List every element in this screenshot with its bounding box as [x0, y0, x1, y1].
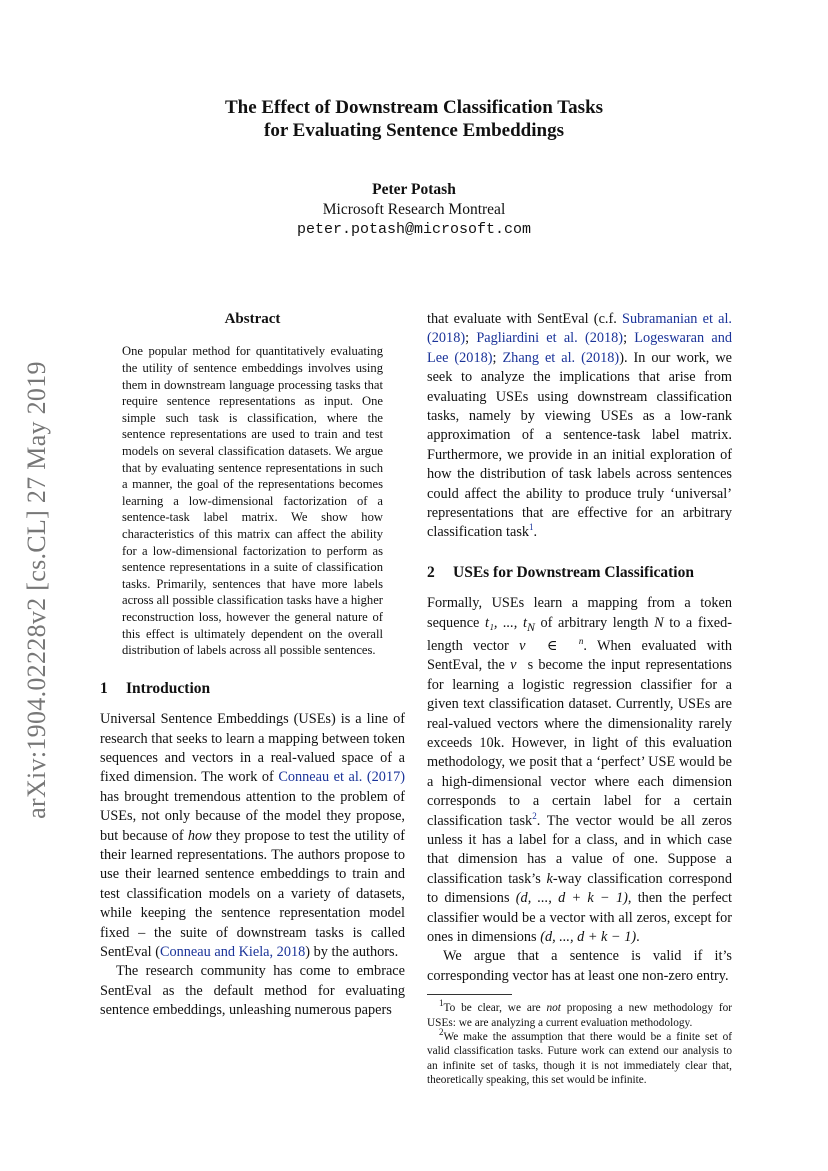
author-email[interactable]: peter.potash@microsoft.com	[296, 221, 532, 238]
text-run: Universal Sentence Embeddings (USEs) is a line of research that seeks to learn a mapping between token sequences and vectors in a real-valued space of a fixed dimension. The work of	[100, 711, 405, 786]
citation-link[interactable]: Logeswaran and Lee (2018)	[427, 330, 732, 366]
footnote-2	[427, 1027, 732, 1088]
arxiv-sidebar-stamp	[12, 355, 62, 825]
text-run: that evaluate with SentEval (c.f.	[427, 311, 622, 327]
text-run: -way classification correspond to dimensions	[427, 870, 732, 907]
author-block	[0, 180, 828, 240]
section2-paragraph-2: We argue that a sentence is valid if it’s corresponding vector has at least one non-zero entry.	[427, 948, 732, 984]
emphasis: not	[546, 1002, 561, 1015]
right-column	[427, 310, 732, 1088]
text-run: ;	[623, 330, 635, 347]
math-subscript: N	[526, 619, 535, 634]
footnote-number: 2	[439, 1027, 444, 1038]
text-run: Formally, USEs learn a mapping from a token sequence	[427, 595, 732, 631]
arxiv-identifier: arXiv:1904.02228v2 [cs.CL] 27 May 2019	[22, 361, 51, 819]
paper-title	[0, 96, 828, 142]
text-run: ). In our work, we seek to analyze the implications that arise from evaluating USEs using downstream classification tasks, namely by viewing USEs as a low-rank approximation of a sentence-task label matrix. Furthermore, we provide in an initial exploration of how the distribution of task labels across sentences could affect the ability to produce truly ‘universal’ representations that are effective for an arbitrary classification task	[427, 349, 732, 541]
text-run: .	[533, 524, 538, 541]
section-title: USEs for Downstream Classification	[453, 563, 694, 581]
text-run: We make the assumption that there would be a finite set of valid classification tasks. Future work can extend our analysis to an infinite set of tasks, though it is not immediately clear that, theoretically speaking, this set would be infinite.	[427, 1031, 732, 1087]
math-vector-space: v⃗ ∈ ℝ	[519, 637, 579, 654]
text-run: has brought tremendous attention to the problem of USEs, not only because of the model they propose, but because of	[100, 788, 405, 844]
text-run: .	[636, 929, 640, 946]
section-number: 2	[427, 563, 435, 581]
math-inline: N	[654, 614, 664, 631]
citation-link[interactable]: Zhang et al. (2018)	[502, 349, 620, 366]
text-run: ) by the authors.	[305, 943, 399, 960]
section-number: 1	[100, 679, 108, 697]
math-inline	[484, 614, 535, 634]
math-inline: (d, ..., d + k − 1)	[515, 890, 628, 907]
abstract-text: One popular method for quantitatively evaluating the utility of sentence embeddings involves using them in downstream language processing tasks that require sentence representations as input. One simple such task is classification, where the sentence representations are used to train and test models on several classification datasets. We argue that by evaluating sentence representations in such a manner, the goal of the representations becomes learning a low-dimensional factorization of a sentence-task label matrix. We show how characteristics of this matrix can affect the ability for a low-dimensional factorization to perform as sentence representations in a suite of classification tasks. Primarily, sentences that have more labels across all possible classification tasks have a higher reconstruction loss, however the general nature of this effect is ultimately dependent on the overall distribution of labels across all possible sentences.	[122, 344, 383, 658]
math-inline: (d, ..., d + k − 1)	[540, 929, 637, 946]
footnote-marker[interactable]: 1	[529, 522, 534, 533]
footnote-number: 1	[439, 998, 444, 1009]
title-line-2: for Evaluating Sentence Embeddings	[264, 120, 564, 141]
text-run: they propose to test the utility of their learned representations. The authors propose to use their learned sentence embeddings to train and test classification models on a variety of datasets, while keeping the sentence representation model fixed – the suite of downstream tasks is called SentEval (	[100, 827, 405, 960]
intro-paragraph-continued	[427, 310, 732, 543]
footnote-marker[interactable]: 2	[532, 810, 537, 821]
section-title: Introduction	[126, 679, 211, 697]
math-inline	[519, 638, 583, 654]
footnote-divider	[427, 994, 512, 995]
author-name: Peter Potash	[372, 181, 456, 198]
text-run: ;	[492, 349, 503, 366]
emphasis: how	[187, 827, 212, 844]
text-run: , then the perfect classifier would be a vector with all zeros, except for ones in dimensions	[427, 890, 733, 946]
section-heading-uses-downstream	[427, 563, 732, 582]
intro-paragraph-1	[100, 710, 405, 962]
math-inline: v⃗	[510, 657, 528, 674]
text-run: proposing a new methodology for USEs: we are analyzing a current evaluation methodology.	[427, 1002, 733, 1029]
text-run: . The vector would be all zeros unless it has a label for a class, and in which case that dimension has a value of one. Suppose a classification task’s	[427, 812, 732, 887]
author-affiliation: Microsoft Research Montreal	[322, 201, 506, 218]
section2-paragraph-1	[427, 594, 732, 947]
citation-link[interactable]: Pagliardini et al. (2018)	[476, 330, 624, 347]
citation-link[interactable]: Conneau et al. (2017)	[278, 769, 405, 786]
left-column	[100, 310, 405, 1021]
citation-link[interactable]: Subramanian et al. (2018)	[427, 311, 732, 347]
text-run: to a fixed-length vector	[427, 614, 732, 654]
text-run: To be clear, we are	[443, 1002, 547, 1015]
intro-paragraph-2: The research community has come to embrace SentEval as the default method for evaluating sentence embeddings, unleashing numerous papers	[100, 963, 405, 1019]
text-run: of arbitrary length	[534, 614, 655, 631]
title-line-1: The Effect of Downstream Classification Tasks	[224, 97, 604, 118]
text-run: ;	[465, 330, 477, 347]
math-superscript: n	[578, 636, 584, 647]
footnote-1	[427, 998, 733, 1030]
math-token-sequence: t₁, ..., t	[484, 614, 527, 631]
math-inline: k	[546, 870, 553, 887]
citation-link[interactable]: Conneau and Kiela, 2018	[159, 943, 306, 960]
abstract-heading: Abstract	[224, 311, 281, 327]
text-run: s become the input representations for learning a logistic regression classifier for a given text classification dataset. Currently, USEs are real-valued vectors where the dimensionality rarely exceeds 10k. However, in light of this evaluation methodology, we posit that a ‘perfect’ USE would be a high-dimensional vector where each dimension corresponds to a certain label for a certain classification task	[427, 657, 732, 829]
section-heading-introduction	[100, 679, 405, 698]
text-run: . When evaluated with SentEval, the	[427, 637, 732, 674]
